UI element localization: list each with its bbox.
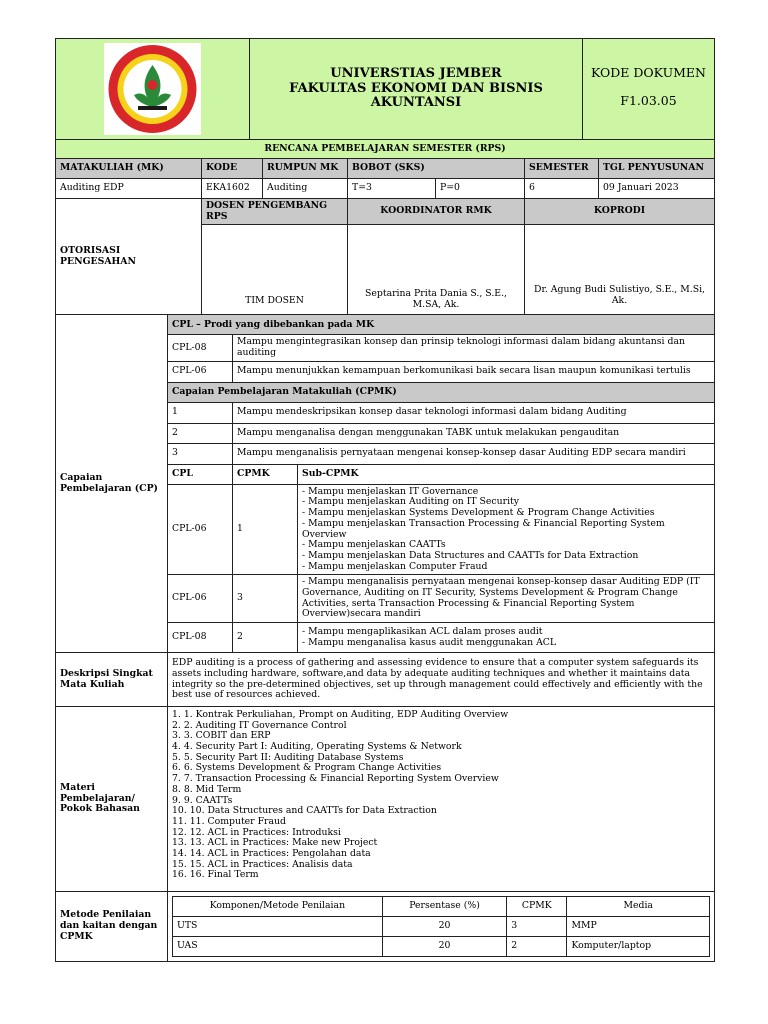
metode-persen: 20 bbox=[382, 917, 506, 937]
sub-text: - Mampu menganalisis pernyataan mengenai konsep-konsep dasar Auditing EDP (IT Governance, Auditing on IT Security, Systems Development & Program Change Activities, serta Transaction Processing & Financial Reporting System Overview)secara mandiri bbox=[298, 575, 715, 623]
metode-media: MMP bbox=[567, 917, 710, 937]
metode-table bbox=[172, 896, 710, 957]
course-code: EKA1602 bbox=[202, 179, 263, 199]
metode-header-cpmk: CPMK bbox=[507, 897, 567, 917]
cpl-code: CPL-06 bbox=[168, 361, 233, 382]
cpmk-code: 3 bbox=[168, 443, 233, 464]
koordinator-name: Septarina Prita Dania S., S.E., M.SA, Ak. bbox=[348, 225, 525, 315]
header-kode: KODE bbox=[202, 159, 263, 179]
metode-cpmk: 3 bbox=[507, 917, 567, 937]
institution-cell bbox=[250, 39, 583, 140]
metode-header-media: Media bbox=[567, 897, 710, 917]
logo-cell bbox=[56, 39, 250, 140]
course-table bbox=[55, 158, 715, 199]
cpl-text: Mampu menunjukkan kemampuan berkomunikasi baik secara lisan maupun komunikasi tertulis bbox=[233, 361, 715, 382]
materi-list: 1. 1. Kontrak Perkuliahan, Prompt on Auditing, EDP Auditing Overview 2. 2. Auditing IT Governance Control 3. 3. COBIT dan ERP 4. 4. Security Part I: Auditing, Operating Systems & Network 5. 5. Security Part II: Auditing Database Systems 6. 6. Systems Development & Program Change Activities 7. 7. Transaction Processing & Financial Reporting System Overview 8. 8. Mid Term 9. 9. CAATTs 10. 10. Data Structures and CAATTs for Data Extraction 11. 11. Computer Fraud 12. 12. ACL in Practices: Introduksi 13. 13. ACL in Practices: Make new Project 14. 14. ACL in Practices: Pengolahan data 15. 15. ACL in Practices: Analisis data 16. 16. Final Term bbox=[168, 707, 715, 892]
header-table bbox=[55, 38, 715, 159]
dosen-name: TIM DOSEN bbox=[202, 225, 348, 315]
course-name: Auditing EDP bbox=[56, 179, 202, 199]
metode-persen: 20 bbox=[382, 937, 506, 957]
sub-header-cpmk: CPMK bbox=[233, 464, 298, 484]
metode-media: Komputer/laptop bbox=[567, 937, 710, 957]
deskripsi-text: EDP auditing is a process of gathering and assessing evidence to ensure that a computer system safeguards its assets including hardware, software,and data by adequate auditing techniques and whether it maintains data integrity so the pre-determined objectives, set up through management could effectively and efficiently with the best use of resources achieved. bbox=[168, 653, 715, 707]
sub-header-subcpmk: Sub-CPMK bbox=[298, 464, 715, 484]
deskripsi-label: Deskripsi Singkat Mata Kuliah bbox=[56, 653, 168, 707]
rps-document bbox=[55, 38, 714, 962]
sub-cpmk: 1 bbox=[233, 484, 298, 575]
cpmk-text: Mampu menganalisis pernyataan mengenai konsep-konsep dasar Auditing EDP secara mandiri bbox=[233, 443, 715, 464]
metode-cpmk: 2 bbox=[507, 937, 567, 957]
header-semester: SEMESTER bbox=[525, 159, 599, 179]
sub-cpmk: 2 bbox=[233, 623, 298, 653]
kode-value: F1.03.05 bbox=[620, 92, 677, 108]
metode-cell bbox=[168, 892, 715, 962]
university-logo bbox=[104, 43, 201, 135]
course-semester: 6 bbox=[525, 179, 599, 199]
sub-header-cpl: CPL bbox=[168, 464, 233, 484]
sub-text: - Mampu mengaplikasikan ACL dalam proses audit - Mampu menganalisa kasus audit menggunakan ACL bbox=[298, 623, 715, 653]
cpmk-code: 1 bbox=[168, 402, 233, 423]
course-p: P=0 bbox=[436, 179, 525, 199]
metode-header-komponen: Komponen/Metode Penilaian bbox=[173, 897, 383, 917]
metode-komponen: UAS bbox=[173, 937, 383, 957]
faculty-name: FAKULTAS EKONOMI DAN BISNIS bbox=[289, 80, 543, 96]
header-bobot: BOBOT (SKS) bbox=[348, 159, 525, 179]
sub-cpl: CPL-06 bbox=[168, 575, 233, 623]
course-t: T=3 bbox=[348, 179, 436, 199]
metode-header-persen: Persentase (%) bbox=[382, 897, 506, 917]
cpl-code: CPL-08 bbox=[168, 335, 233, 361]
course-rumpun: Auditing bbox=[263, 179, 348, 199]
header-tgl: TGL PENYUSUNAN bbox=[599, 159, 715, 179]
cpmk-header: Capaian Pembelajaran Matakuliah (CPMK) bbox=[168, 382, 715, 402]
cpl-header: CPL – Prodi yang dibebankan pada MK bbox=[168, 315, 715, 335]
otorisasi-label: OTORISASI PENGESAHAN bbox=[56, 199, 202, 315]
header-matakuliah: MATAKULIAH (MK) bbox=[56, 159, 202, 179]
table-row bbox=[173, 917, 710, 937]
sub-cpl: CPL-08 bbox=[168, 623, 233, 653]
header-koordinator: KOORDINATOR RMK bbox=[348, 199, 525, 225]
otorisasi-table bbox=[55, 198, 715, 315]
table-row bbox=[173, 937, 710, 957]
metode-label: Metode Penilaian dan kaitan dengan CPMK bbox=[56, 892, 168, 962]
document-title: RENCANA PEMBELAJARAN SEMESTER (RPS) bbox=[56, 140, 715, 159]
detail-table bbox=[55, 652, 715, 962]
koprodi-name: Dr. Agung Budi Sulistiyo, S.E., M.Si, Ak. bbox=[525, 225, 715, 315]
header-rumpun: RUMPUN MK bbox=[263, 159, 348, 179]
course-date: 09 Januari 2023 bbox=[599, 179, 715, 199]
sub-cpl: CPL-06 bbox=[168, 484, 233, 575]
cpl-text: Mampu mengintegrasikan konsep dan prinsip teknologi informasi dalam bidang akuntansi dan auditing bbox=[233, 335, 715, 361]
cp-label: Capaian Pembelajaran (CP) bbox=[56, 315, 168, 653]
kode-cell bbox=[583, 39, 715, 140]
cp-table bbox=[55, 314, 715, 653]
sub-cpmk: 3 bbox=[233, 575, 298, 623]
header-koprodi: KOPRODI bbox=[525, 199, 715, 225]
cpmk-text: Mampu menganalisa dengan menggunakan TABK untuk melakukan pengauditan bbox=[233, 423, 715, 443]
header-dosen: DOSEN PENGEMBANG RPS bbox=[202, 199, 348, 225]
metode-komponen: UTS bbox=[173, 917, 383, 937]
university-name: UNIVERSTIAS JEMBER bbox=[330, 65, 502, 81]
materi-label: Materi Pembelajaran/ Pokok Bahasan bbox=[56, 707, 168, 892]
cpmk-code: 2 bbox=[168, 423, 233, 443]
sub-text: - Mampu menjelaskan IT Governance - Mampu menjelaskan Auditing on IT Security - Mampu menjelaskan Systems Development & Program Change Activities - Mampu menjelaskan Transaction Processing & Financial Reporting System Overview - Mampu menjelaskan CAATTs - Mampu menjelaskan Data Structures and CAATTs for Data Extraction - Mampu menjelaskan Computer Fraud bbox=[298, 484, 715, 575]
kode-label: KODE DOKUMEN bbox=[591, 65, 706, 80]
department-name: AKUNTANSI bbox=[370, 95, 462, 111]
cpmk-text: Mampu mendeskripsikan konsep dasar teknologi informasi dalam bidang Auditing bbox=[233, 402, 715, 423]
